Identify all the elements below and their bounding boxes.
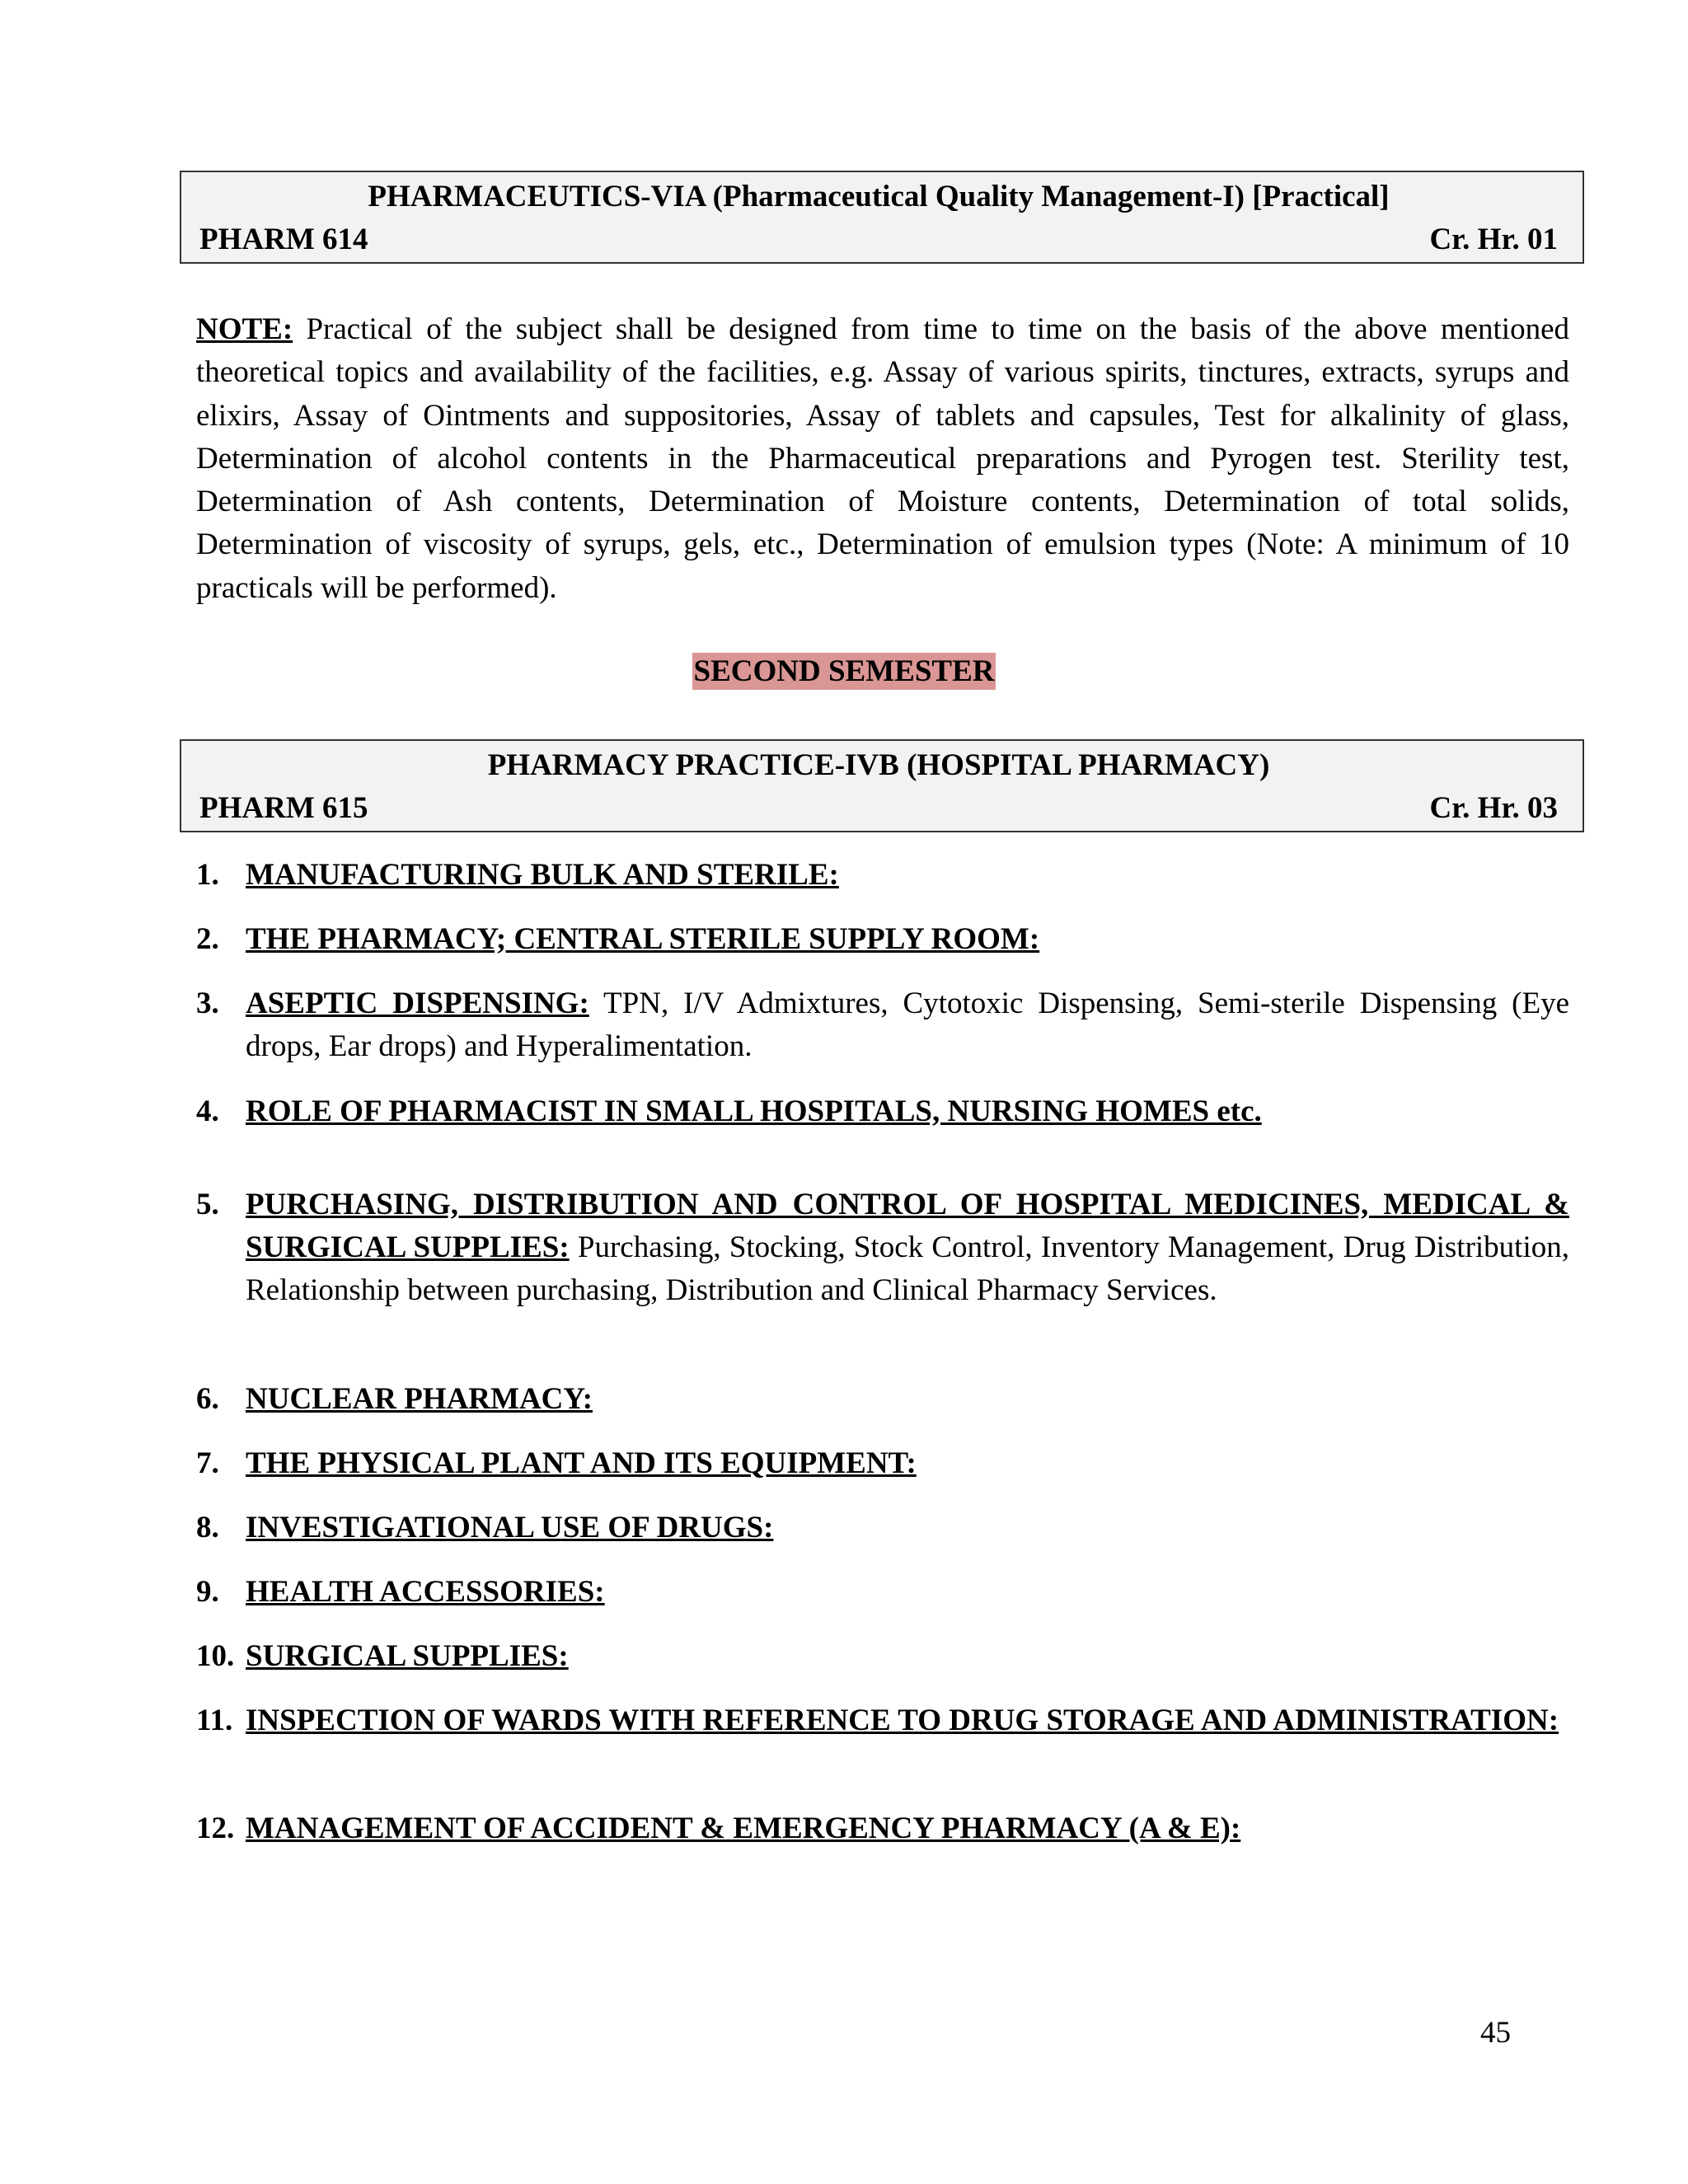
topic-heading: PURCHASING, DISTRIBUTION AND CONTROL OF HOSPITAL MEDICINES, MEDICAL & SURGICAL SUPPLIES:: [246, 1188, 1569, 1264]
topic-number: 12.: [196, 1811, 235, 1845]
topic-heading: NUCLEAR PHARMACY:: [246, 1382, 593, 1416]
course-meta-row: [199, 787, 1558, 830]
topic-number: 1.: [196, 858, 219, 892]
topic-heading: THE PHARMACY; CENTRAL STERILE SUPPLY ROOM:: [246, 922, 1040, 956]
topic-item: [196, 1699, 1569, 1742]
topic-number: 4.: [196, 1094, 219, 1128]
topic-item: [196, 1442, 1569, 1485]
topic-number: 8.: [196, 1511, 219, 1544]
topic-item: [196, 854, 1569, 897]
course-code: PHARM 615: [199, 791, 368, 825]
topic-heading: ASEPTIC DISPENSING:: [246, 987, 589, 1020]
topic-description: Purchasing, Stocking, Stock Control, Inventory Management, Drug Distribution, Relationship between purchasing, Distribution and Clinical Pharmacy Services.: [246, 1230, 1569, 1307]
topic-number: 5.: [196, 1188, 219, 1221]
course-title: PHARMACY PRACTICE-IVB (HOSPITAL PHARMACY): [487, 748, 1270, 782]
topic-number: 7.: [196, 1446, 219, 1480]
topic-number: 2.: [196, 922, 219, 956]
course-meta-row: [199, 218, 1558, 261]
topic-item: [196, 1090, 1569, 1133]
topic-item: [196, 1571, 1569, 1614]
course-credit-hours: Cr. Hr. 01: [1429, 223, 1558, 256]
topic-item: [196, 1507, 1569, 1549]
topic-heading: INVESTIGATIONAL USE OF DRUGS:: [246, 1511, 774, 1544]
topic-number: 10.: [196, 1639, 235, 1673]
topic-heading: THE PHYSICAL PLANT AND ITS EQUIPMENT:: [246, 1446, 917, 1480]
note-label: NOTE:: [196, 312, 293, 346]
topic-item: [196, 1807, 1569, 1850]
course-title: PHARMACEUTICS-VIA (Pharmaceutical Quality Management-I) [Practical]: [368, 180, 1390, 213]
topic-heading: INSPECTION OF WARDS WITH REFERENCE TO DRUG STORAGE AND ADMINISTRATION:: [246, 1704, 1559, 1737]
topic-description: TPN, I/V Admixtures, Cytotoxic Dispensing, Semi-sterile Dispensing (Eye drops, Ear drops) and Hyperalimentation.: [246, 987, 1569, 1063]
topic-item: [196, 982, 1569, 1068]
note-text: Practical of the subject shall be designed from time to time on the basis of the above mentioned theoretical topics and availability of the facilities, e.g. Assay of various spirits, tinctures, extracts, syrups and elixirs, Assay of Ointments and suppositories, Assay of tablets and capsules, Test for alkalinity of glass, Determination of alcohol contents in the Pharmaceutical preparations and Pyrogen test. Sterility test, Determination of Ash contents, Determination of Moisture contents, Determination of total solids, Determination of viscosity of syrups, gels, etc., Determination of emulsion types (Note: A minimum of 10 practicals will be performed).: [196, 312, 1569, 605]
topic-heading: MANUFACTURING BULK AND STERILE:: [246, 858, 839, 892]
page-number: 45: [1480, 2016, 1511, 2050]
topic-number: 9.: [196, 1575, 219, 1609]
semester-label: SECOND SEMESTER: [693, 654, 995, 688]
topic-heading: MANAGEMENT OF ACCIDENT & EMERGENCY PHARMACY (A & E):: [246, 1811, 1241, 1845]
topic-heading: HEALTH ACCESSORIES:: [246, 1575, 605, 1609]
course-credit-hours: Cr. Hr. 03: [1429, 791, 1558, 825]
topic-number: 6.: [196, 1382, 219, 1416]
topic-heading: ROLE OF PHARMACIST IN SMALL HOSPITALS, NURSING HOMES etc.: [246, 1094, 1262, 1128]
semester-heading: [0, 651, 1688, 692]
course-header-box: [180, 171, 1584, 264]
topic-number: 3.: [196, 987, 219, 1020]
topic-item: [196, 1183, 1569, 1312]
topic-item: [196, 1378, 1569, 1421]
topic-heading: SURGICAL SUPPLIES:: [246, 1639, 569, 1673]
practical-note: [196, 308, 1569, 610]
topic-item: [196, 1635, 1569, 1678]
topic-number: 11.: [196, 1704, 233, 1737]
course-header-box: [180, 739, 1584, 832]
course-code: PHARM 614: [199, 223, 368, 256]
topic-item: [196, 918, 1569, 961]
